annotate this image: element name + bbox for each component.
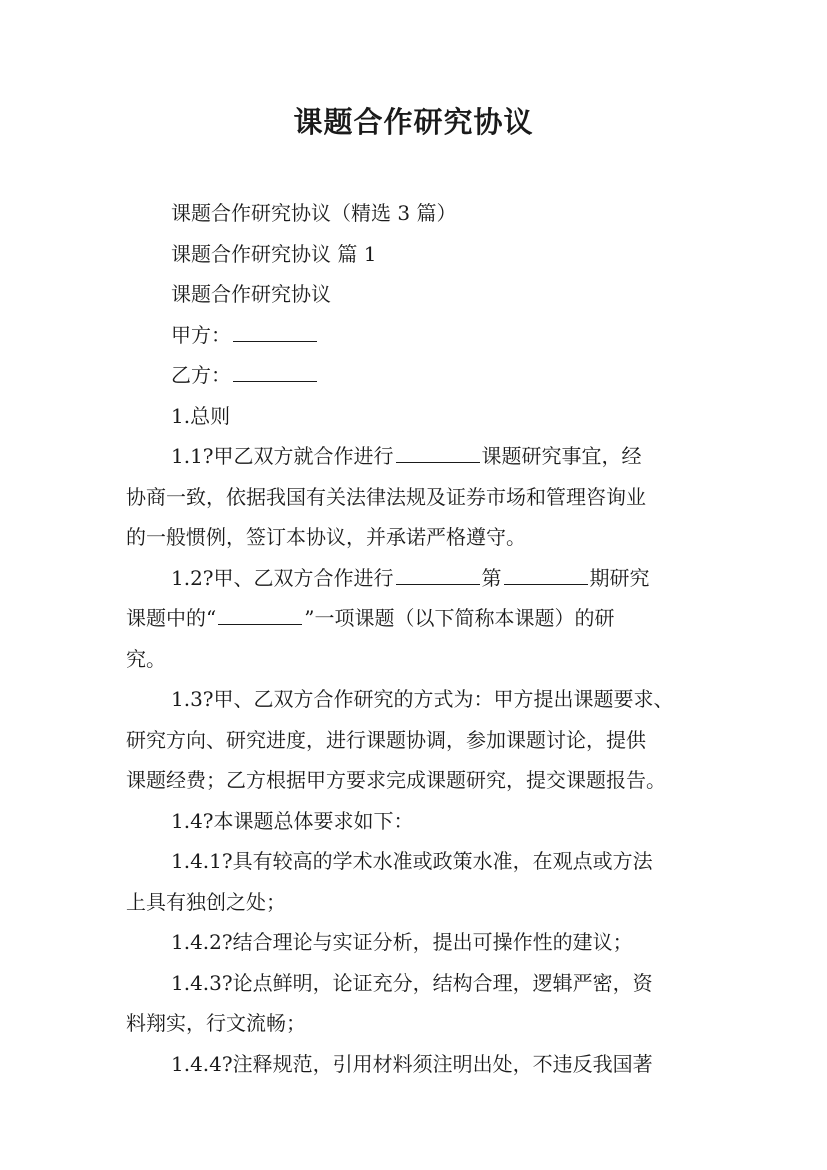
text-line: [126, 193, 702, 234]
text-line: [126, 1044, 702, 1085]
text-segment: 1.总则: [171, 403, 231, 428]
fill-in-blank: [396, 461, 480, 463]
text-line: [126, 436, 702, 477]
text-segment: 料翔实，行文流畅；: [126, 1011, 306, 1035]
text-segment: 1.4.4?注释规范，引用材料须注明出处，不违反我国著: [171, 1051, 653, 1076]
text-line: [126, 679, 702, 720]
text-segment: 究。: [126, 646, 166, 671]
text-line: [126, 558, 702, 599]
text-segment: 课题合作研究协议（精选 3 篇）: [171, 201, 457, 225]
text-line: [126, 517, 702, 558]
text-line: [126, 274, 702, 315]
text-line: [126, 234, 702, 275]
text-segment: 1.4?本课题总体要求如下：: [171, 808, 414, 833]
text-segment: 课题合作研究协议: [171, 282, 331, 306]
text-line: [126, 598, 702, 639]
text-segment: 1.4.1?具有较高的学术水准或政策水准，在观点或方法: [171, 849, 653, 873]
fill-in-blank: [233, 380, 317, 382]
text-segment: 课题研究事宜，经: [481, 444, 642, 468]
document-title: 课题合作研究协议: [293, 105, 534, 139]
text-line: [126, 882, 702, 923]
text-line: [126, 963, 702, 1004]
text-segment: 期研究: [589, 565, 650, 590]
text-segment: 1.1?甲乙双方就合作进行: [171, 444, 394, 468]
party-b-line: [126, 355, 702, 396]
fill-in-blank: [218, 623, 302, 625]
text-segment: 课题合作研究协议 篇 1: [171, 241, 377, 266]
text-line: [126, 1003, 702, 1044]
text-line: [126, 720, 702, 761]
text-segment: 1.4.2?结合理论与实证分析，提出可操作性的建议；: [171, 930, 633, 954]
document-body: [126, 193, 702, 1084]
text-line: [126, 639, 702, 680]
text-line: [126, 801, 702, 842]
text-segment: 研究方向、研究进度，进行课题协调，参加课题讨论，提供: [126, 727, 646, 752]
text-segment: 课题中的“: [126, 606, 217, 630]
text-line: [126, 760, 702, 801]
text-segment: 协商一致，依据我国有关法律法规及证券市场和管理咨询业: [126, 484, 646, 509]
party-a-line: [126, 315, 702, 356]
text-segment: 1.2?甲、乙双方合作进行: [171, 565, 394, 590]
text-segment: 的一般惯例，签订本协议，并承诺严格遵守。: [126, 525, 526, 549]
fill-in-blank: [504, 583, 588, 585]
text-segment: 第: [481, 565, 502, 590]
text-line: [126, 922, 702, 963]
fill-in-blank: [396, 583, 480, 585]
text-segment: ”一项课题（以下简称本课题）的研: [304, 606, 615, 630]
text-line: [126, 841, 702, 882]
text-segment: 1.3?甲、乙双方合作研究的方式为：甲方提出课题要求、: [171, 687, 674, 711]
fill-in-blank: [233, 340, 317, 342]
text-segment: 乙方：: [171, 363, 231, 387]
text-segment: 课题经费；乙方根据甲方要求完成课题研究，提交课题报告。: [126, 768, 666, 792]
text-line: [126, 477, 702, 518]
text-segment: 上具有独创之处；: [126, 889, 286, 914]
text-segment: 1.4.3?论点鲜明，论证充分，结构合理，逻辑严密，资: [171, 970, 653, 995]
section-heading: [126, 396, 702, 437]
text-segment: 甲方：: [171, 322, 231, 347]
